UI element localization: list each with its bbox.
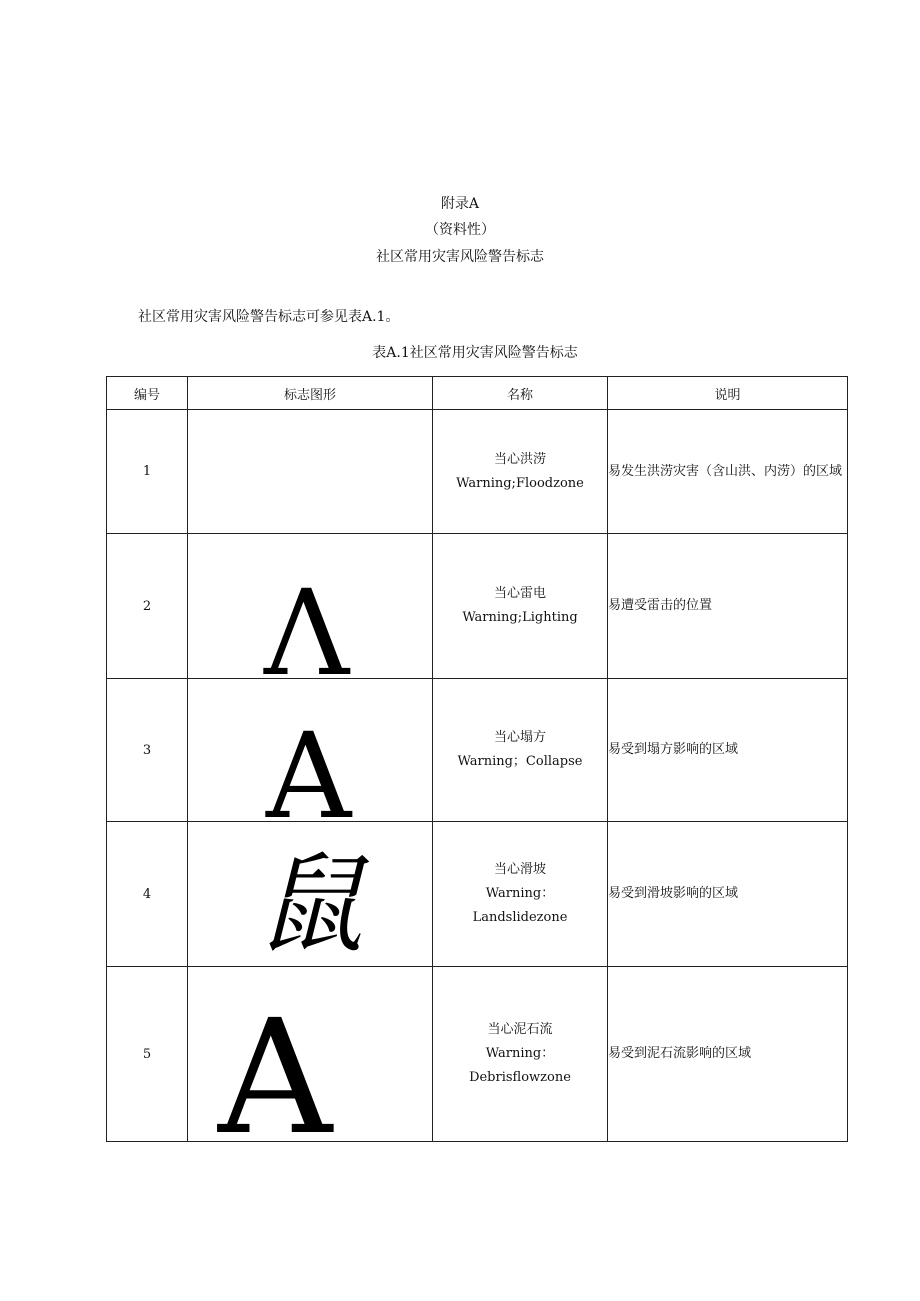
header-name: 名称 (433, 377, 608, 410)
collapse-warning-sign-icon: A (266, 707, 352, 822)
sign-graphic-cell (188, 410, 433, 534)
table-caption: 表A.1社区常用灾害风险警告标志 (372, 345, 578, 361)
appendix-type: （资料性） (425, 222, 495, 238)
sign-graphic-cell (188, 967, 433, 1142)
header-number: 编号 (107, 377, 188, 410)
table-row (107, 967, 848, 1142)
header-sign-graphic: 标志图形 (188, 377, 433, 410)
sign-graphic-cell (188, 679, 433, 822)
table-row (107, 822, 848, 967)
intro-paragraph: 社区常用灾害风险警告标志可参见表A.1。 (138, 309, 400, 325)
landslide-warning-sign-icon: 鼠 (256, 843, 365, 967)
sign-name-line: Debrisflowzone (469, 1070, 571, 1085)
sign-name (433, 679, 608, 822)
row-number: 3 (107, 679, 188, 822)
sign-name-line: 当心泥石流 (487, 1022, 553, 1037)
lightning-warning-sign-icon: Λ (264, 564, 350, 679)
sign-description: 易发生洪涝灾害（含山洪、内涝）的区域 (608, 410, 848, 534)
sign-description: 易遭受雷击的位置 (608, 534, 848, 679)
sign-name-line: 当心塌方 (493, 730, 546, 745)
debris-flow-warning-sign-icon: A (218, 986, 333, 1142)
row-number: 2 (107, 534, 188, 679)
table-row (107, 679, 848, 822)
row-number: 1 (107, 410, 188, 534)
sign-name-line: 当心洪涝Warning;Floodzone (456, 451, 584, 491)
sign-name-line: 当心雷电 (493, 586, 546, 601)
appendix-label: 附录A (440, 196, 480, 212)
sign-name-line: Warning；Collapse (457, 754, 583, 769)
sign-graphic-cell (188, 822, 433, 967)
row-number: 4 (107, 822, 188, 967)
sign-name (433, 534, 608, 679)
table-row (107, 410, 848, 534)
sign-description: 易受到滑坡影响的区域 (608, 822, 848, 967)
sign-name-line: Warning;Lighting (462, 610, 578, 625)
sign-graphic-cell (188, 534, 433, 679)
sign-name-line: 当心滑坡 (493, 862, 546, 877)
sign-description: 易受到塌方影响的区域 (608, 679, 848, 822)
sign-name-line: Warning： (485, 886, 555, 901)
row-number: 5 (107, 967, 188, 1142)
warning-signs-table (106, 376, 848, 1142)
sign-name (433, 410, 608, 534)
table-row (107, 534, 848, 679)
sign-description: 易受到泥石流影响的区域 (608, 967, 848, 1142)
sign-name (433, 822, 608, 967)
header-description: 说明 (608, 377, 848, 410)
appendix-title: 社区常用灾害风险警告标志 (376, 249, 544, 265)
table-header-row (107, 377, 848, 410)
sign-name-line: Landslidezone (472, 910, 568, 925)
sign-name-line: Warning： (485, 1046, 555, 1061)
sign-name (433, 967, 608, 1142)
